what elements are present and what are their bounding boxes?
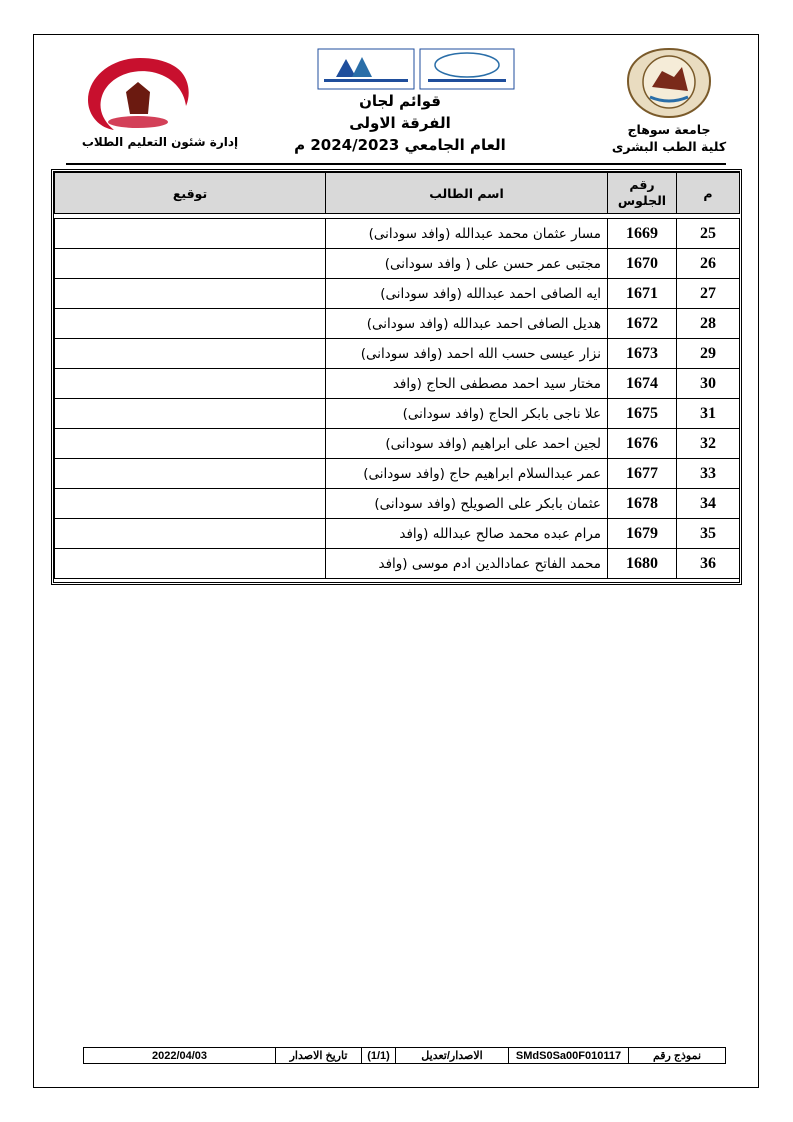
student-name-cell: مختار سيد احمد مصطفى الحاج (وافد xyxy=(326,369,608,399)
student-name-cell: مجتبى عمر حسن على ( وافد سودانى) xyxy=(326,249,608,279)
serial-cell: 31 xyxy=(677,399,740,429)
title-first-year: الفرقة الاولى xyxy=(349,114,451,132)
table-row xyxy=(55,249,740,279)
signature-cell xyxy=(55,459,326,489)
seat-number-cell: 1674 xyxy=(608,369,677,399)
table-row xyxy=(55,309,740,339)
signature-cell xyxy=(55,429,326,459)
serial-cell: 34 xyxy=(677,489,740,519)
table-body xyxy=(55,219,740,579)
col-seat-header: رقم الجلوس xyxy=(608,173,677,214)
issue-date-value: 2022/04/03 xyxy=(151,1049,208,1062)
table-row xyxy=(55,219,740,249)
university-name: جامعة سوهاج xyxy=(627,122,711,137)
seat-number-cell: 1675 xyxy=(608,399,677,429)
certification-logos xyxy=(316,47,516,91)
signature-cell xyxy=(55,339,326,369)
seat-number-cell: 1678 xyxy=(608,489,677,519)
student-name-cell: مرام عبده محمد صالح عبدالله (وافد xyxy=(326,519,608,549)
seat-number-cell: 1670 xyxy=(608,249,677,279)
col-signature-header: توقيع xyxy=(55,173,326,214)
table-row xyxy=(55,549,740,579)
signature-cell xyxy=(55,489,326,519)
student-name-cell: نزار عيسى حسب الله احمد (وافد سودانى) xyxy=(326,339,608,369)
serial-cell: 27 xyxy=(677,279,740,309)
table-row xyxy=(55,429,740,459)
signature-cell xyxy=(55,309,326,339)
student-name-cell: لجين احمد على ابراهيم (وافد سودانى) xyxy=(326,429,608,459)
signature-cell xyxy=(55,549,326,579)
title-academic-year: العام الجامعي 2024/2023 م xyxy=(294,136,506,154)
university-name-block xyxy=(596,121,742,155)
serial-cell: 36 xyxy=(677,549,740,579)
serial-cell: 33 xyxy=(677,459,740,489)
seat-number-cell: 1679 xyxy=(608,519,677,549)
table-row xyxy=(55,369,740,399)
table-row xyxy=(55,339,740,369)
col-serial-header: م xyxy=(677,173,740,214)
university-crest-logo xyxy=(622,47,716,119)
table-row xyxy=(55,489,740,519)
signature-cell xyxy=(55,219,326,249)
table-row xyxy=(55,399,740,429)
form-footer xyxy=(83,1047,726,1064)
signature-cell xyxy=(55,249,326,279)
seat-number-cell: 1673 xyxy=(608,339,677,369)
serial-cell: 35 xyxy=(677,519,740,549)
student-name-cell: عمر عبدالسلام ابراهيم حاج (وافد سودانى) xyxy=(326,459,608,489)
signature-cell xyxy=(55,399,326,429)
faculty-name: كلية الطب البشرى xyxy=(611,139,727,154)
signature-cell xyxy=(55,369,326,399)
faculty-logo xyxy=(80,52,200,134)
serial-cell: 25 xyxy=(677,219,740,249)
department-name: إدارة شئون التعليم الطلاب xyxy=(81,135,239,149)
form-code: SMdS0Sa00F010117 xyxy=(508,1048,628,1063)
signature-cell xyxy=(55,519,326,549)
student-name-cell: محمد الفاتح عمادالدين ادم موسى (وافد xyxy=(326,549,608,579)
seat-number-cell: 1669 xyxy=(608,219,677,249)
signature-cell xyxy=(55,279,326,309)
student-name-cell: هديل الصافى احمد عبدالله (وافد سودانى) xyxy=(326,309,608,339)
issue-date-label: تاريخ الاصدار xyxy=(275,1048,361,1063)
students-table-container xyxy=(51,169,742,585)
form-number-label: نموذج رقم xyxy=(628,1048,725,1063)
serial-cell: 32 xyxy=(677,429,740,459)
serial-cell: 30 xyxy=(677,369,740,399)
edition-label: الاصدار/تعديل xyxy=(395,1048,508,1063)
student-name-cell: مسار عثمان محمد عبدالله (وافد سودانى) xyxy=(326,219,608,249)
table-row xyxy=(55,279,740,309)
student-name-cell: علا ناجى بابكر الحاج (وافد سودانى) xyxy=(326,399,608,429)
header-divider xyxy=(66,163,726,165)
student-name-cell: ايه الصافى احمد عبدالله (وافد سودانى) xyxy=(326,279,608,309)
serial-cell: 29 xyxy=(677,339,740,369)
seat-number-cell: 1672 xyxy=(608,309,677,339)
col-name-header: اسم الطالب xyxy=(326,173,608,214)
student-name-cell: عثمان بابكر على الصويلح (وافد سودانى) xyxy=(326,489,608,519)
table-row xyxy=(55,459,740,489)
serial-cell: 26 xyxy=(677,249,740,279)
serial-cell: 28 xyxy=(677,309,740,339)
table-row xyxy=(55,519,740,549)
seat-number-cell: 1680 xyxy=(608,549,677,579)
seat-number-cell: 1677 xyxy=(608,459,677,489)
seat-number-cell: 1676 xyxy=(608,429,677,459)
students-table xyxy=(54,172,740,579)
seat-number-cell: 1671 xyxy=(608,279,677,309)
edition-value: (1/1) xyxy=(361,1048,395,1063)
title-committee-lists: قوائم لجان xyxy=(359,92,441,110)
table-header-row xyxy=(55,173,740,214)
document-titles xyxy=(270,90,530,156)
